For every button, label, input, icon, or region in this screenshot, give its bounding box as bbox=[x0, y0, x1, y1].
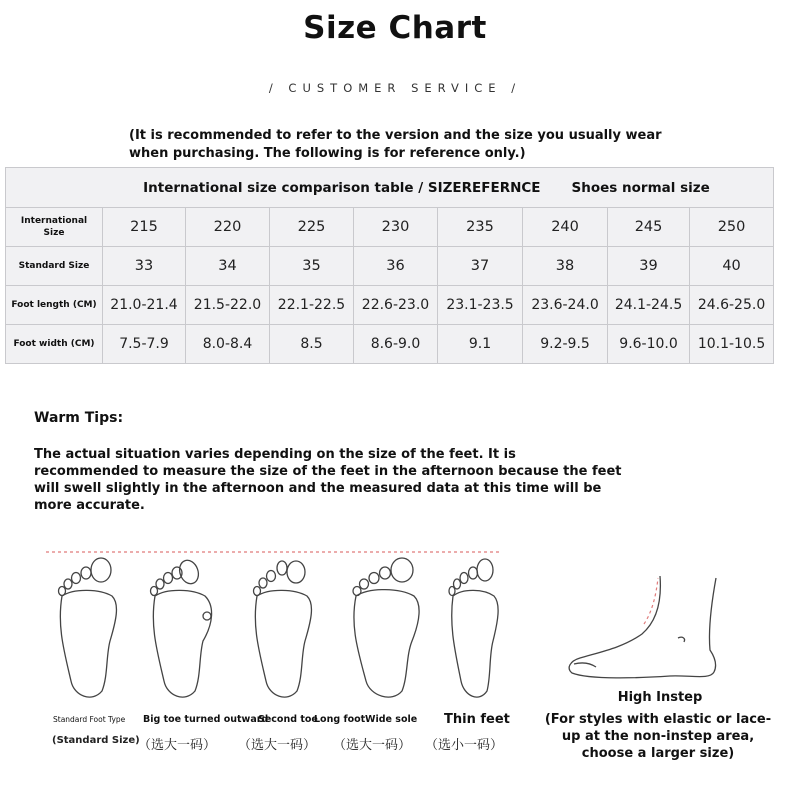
tips-title: Warm Tips: bbox=[34, 410, 124, 426]
table-cell: 8.5 bbox=[270, 325, 354, 364]
wide-foot-icon bbox=[350, 556, 426, 706]
high-instep-foot-icon bbox=[560, 572, 720, 684]
instep-note: (For styles with elastic or lace-up at the non-instep area, choose a larger size) bbox=[544, 712, 772, 761]
table-cell: 24.1-24.5 bbox=[608, 286, 690, 325]
size-up-note: （选大一码） bbox=[138, 738, 217, 753]
table-cell: 21.5-22.0 bbox=[186, 286, 270, 325]
secondtoe-foot-label: Second toe bbox=[258, 714, 318, 725]
table-cell: 10.1-10.5 bbox=[690, 325, 774, 364]
table-row bbox=[6, 286, 774, 325]
table-title-cell bbox=[6, 168, 541, 208]
table-cell: 8.0-8.4 bbox=[186, 325, 270, 364]
size-comparison-table bbox=[5, 167, 774, 364]
table-cell: 22.6-23.0 bbox=[354, 286, 438, 325]
table-cell: 220 bbox=[186, 208, 270, 247]
size-up-note: （选大一码） bbox=[238, 738, 317, 753]
reference-note: (It is recommended to refer to the version and the size you usually wear when purchasing. The following is for reference only.) bbox=[129, 128, 662, 161]
table-cell: 24.6-25.0 bbox=[690, 286, 774, 325]
bunion-foot-icon bbox=[147, 556, 219, 706]
table-cell: 34 bbox=[186, 247, 270, 286]
row-label-international-size: International Size bbox=[6, 208, 103, 247]
instep-title: High Instep bbox=[617, 690, 703, 705]
table-cell: 250 bbox=[690, 208, 774, 247]
table-cell: 33 bbox=[103, 247, 186, 286]
row-label-foot-width: Foot width (CM) bbox=[6, 325, 103, 364]
table-right-header: Shoes normal size bbox=[571, 179, 710, 196]
table-cell: 23.1-23.5 bbox=[438, 286, 523, 325]
page-title: Size Chart bbox=[303, 10, 487, 46]
section-subtitle: / CUSTOMER SERVICE / bbox=[268, 81, 522, 95]
table-cell: 40 bbox=[690, 247, 774, 286]
row-label-standard-size: Standard Size bbox=[6, 247, 103, 286]
table-cell: 235 bbox=[438, 208, 523, 247]
table-row bbox=[6, 247, 774, 286]
table-cell: 23.6-24.0 bbox=[523, 286, 608, 325]
tips-text: The actual situation varies depending on the size of the feet. It is recommended to measure the size of the feet in the afternoon because the feet will swell slightly in the afternoon and the measured data at this time will be more accurate. bbox=[34, 447, 622, 513]
table-cell: 230 bbox=[354, 208, 438, 247]
table-cell: 215 bbox=[103, 208, 186, 247]
table-title: International size comparison table / SIZEREFERNCE bbox=[143, 179, 541, 196]
table-cell: 9.2-9.5 bbox=[523, 325, 608, 364]
table-cell: 37 bbox=[438, 247, 523, 286]
size-up-note: （选大一码） bbox=[333, 738, 412, 753]
table-cell: 7.5-7.9 bbox=[103, 325, 186, 364]
table-cell: 21.0-21.4 bbox=[103, 286, 186, 325]
standard-foot-icon bbox=[54, 556, 126, 706]
thin-foot-icon bbox=[443, 556, 507, 706]
table-row bbox=[6, 208, 774, 247]
second-toe-foot-icon bbox=[249, 556, 321, 706]
table-cell: 35 bbox=[270, 247, 354, 286]
table-cell: 9.6-10.0 bbox=[608, 325, 690, 364]
table-cell: 36 bbox=[354, 247, 438, 286]
table-row bbox=[6, 325, 774, 364]
table-cell: 240 bbox=[523, 208, 608, 247]
standard-foot-label: Standard Foot Type bbox=[53, 715, 126, 724]
table-cell: 22.1-22.5 bbox=[270, 286, 354, 325]
size-down-note: （选小一码） bbox=[425, 738, 504, 753]
long-foot-label: Long foot bbox=[314, 714, 366, 725]
standard-size-note: (Standard Size) bbox=[52, 735, 140, 746]
table-cell: 38 bbox=[523, 247, 608, 286]
table-cell: 245 bbox=[608, 208, 690, 247]
row-label-foot-length: Foot length (CM) bbox=[6, 286, 103, 325]
thin-foot-label: Thin feet bbox=[444, 712, 510, 727]
table-cell: 225 bbox=[270, 208, 354, 247]
table-header-row bbox=[6, 168, 774, 208]
table-cell: 39 bbox=[608, 247, 690, 286]
bigtoe-foot-label: Big toe turned outward bbox=[143, 714, 269, 725]
wide-foot-label: Wide sole bbox=[365, 714, 418, 725]
table-right-header-cell bbox=[571, 168, 774, 208]
table-cell: 9.1 bbox=[438, 325, 523, 364]
table-cell: 8.6-9.0 bbox=[354, 325, 438, 364]
